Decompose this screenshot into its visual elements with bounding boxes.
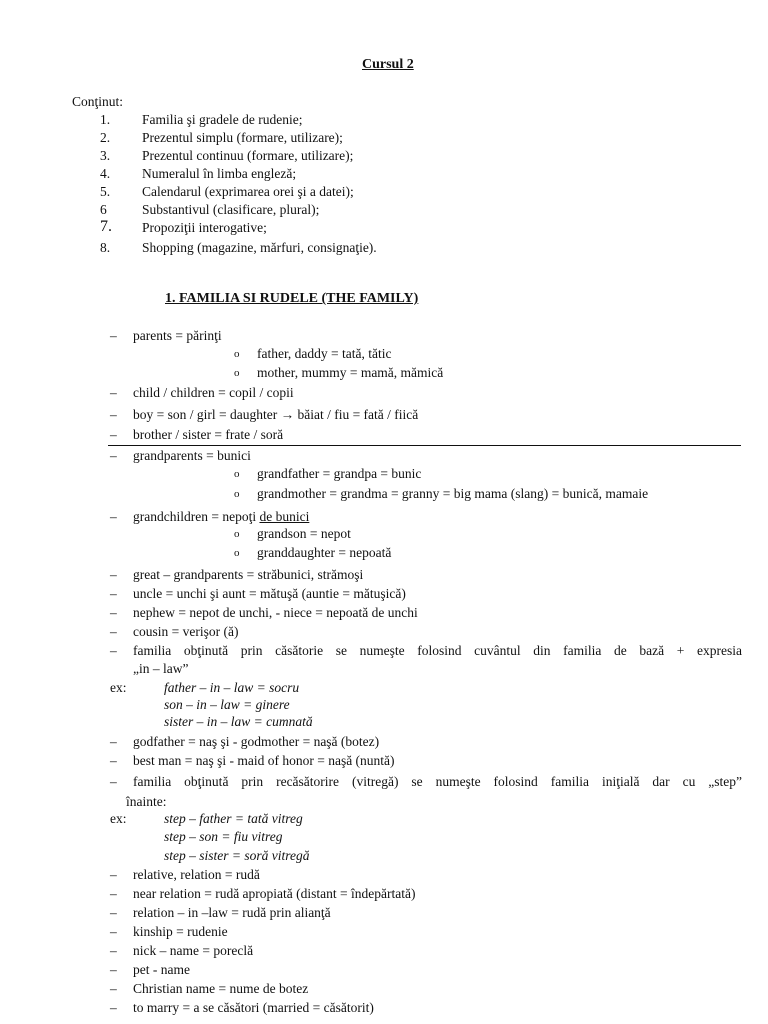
dash-bullet: – bbox=[110, 924, 117, 939]
list-item: Propoziţii interogative; bbox=[142, 220, 267, 235]
dash-bullet: – bbox=[110, 643, 117, 658]
vocab-line: granddaughter = nepoată bbox=[257, 545, 392, 560]
vocab-line: boy = son / girl = daughter → băiat / fiu = fată / fiică bbox=[133, 407, 419, 422]
circle-bullet: o bbox=[234, 367, 240, 379]
vocab-line: child / children = copil / copii bbox=[133, 385, 294, 400]
list-item: Familia şi gradele de rudenie; bbox=[142, 112, 303, 127]
vocab-line: familia obţinută prin căsătorie se numeşte folosind cuvântul din familia de bază + expresia bbox=[133, 643, 742, 658]
vocab-line: grandfather = grandpa = bunic bbox=[257, 466, 422, 481]
list-item-number: 5. bbox=[100, 184, 111, 199]
vocab-line: nephew = nepot de unchi, - niece = nepoată de unchi bbox=[133, 605, 418, 620]
dash-bullet: – bbox=[110, 734, 117, 749]
example-line: step – sister = soră vitregă bbox=[164, 848, 310, 863]
list-item-number: 8. bbox=[100, 240, 111, 255]
vocab-line: „in – law” bbox=[133, 661, 189, 676]
vocab-line: pet - name bbox=[133, 962, 190, 977]
dash-bullet: – bbox=[110, 385, 117, 400]
list-item-number: 2. bbox=[100, 130, 111, 145]
dash-bullet: – bbox=[110, 448, 117, 463]
list-item: Shopping (magazine, mărfuri, consignaţie). bbox=[142, 240, 377, 255]
list-item-number: 6 bbox=[100, 202, 107, 217]
dash-bullet: – bbox=[110, 328, 117, 343]
dash-bullet: – bbox=[110, 567, 117, 582]
vocab-line: grandson = nepot bbox=[257, 526, 351, 541]
vocab-line: brother / sister = frate / soră bbox=[133, 427, 284, 442]
vocab-line: nick – name = poreclă bbox=[133, 943, 254, 958]
list-item: Calendarul (exprimarea orei şi a datei); bbox=[142, 184, 354, 199]
dash-bullet: – bbox=[110, 586, 117, 601]
example-line: step – father = tată vitreg bbox=[164, 811, 303, 826]
page-title: Cursul 2 bbox=[362, 57, 414, 72]
dash-bullet: – bbox=[110, 624, 117, 639]
dash-bullet: – bbox=[110, 962, 117, 977]
vocab-line: great – grandparents = străbunici, strămoşi bbox=[133, 567, 364, 582]
vocab-line: relation – in –law = rudă prin alianţă bbox=[133, 905, 331, 920]
section-heading: 1. FAMILIA SI RUDELE (THE FAMILY) bbox=[165, 291, 419, 306]
vocab-line: grandmother = grandma = granny = big mama (slang) = bunică, mamaie bbox=[257, 486, 649, 501]
dash-bullet: – bbox=[110, 867, 117, 882]
vocab-line: uncle = unchi şi aunt = mătuşă (auntie = mătuşică) bbox=[133, 586, 406, 601]
dash-bullet: – bbox=[110, 905, 117, 920]
contents-label: Conţinut: bbox=[72, 94, 124, 109]
dash-bullet: – bbox=[110, 774, 117, 789]
vocab-line: cousin = verişor (ă) bbox=[133, 624, 239, 639]
circle-bullet: o bbox=[234, 468, 240, 480]
underlined-text: de bunici bbox=[259, 509, 310, 524]
example-line: father – in – law = socru bbox=[164, 680, 300, 695]
vocab-line: parents = părinţi bbox=[133, 328, 222, 343]
dash-bullet: – bbox=[110, 753, 117, 768]
dash-bullet: – bbox=[110, 981, 117, 996]
vocab-line: grandparents = bunici bbox=[133, 448, 251, 463]
vocab-line: mother, mummy = mamă, mămică bbox=[257, 365, 444, 380]
vocab-line: near relation = rudă apropiată (distant = îndepărtată) bbox=[133, 886, 416, 901]
list-item-number: 7. bbox=[100, 218, 112, 235]
list-item: Prezentul continuu (formare, utilizare); bbox=[142, 148, 354, 163]
dash-bullet: – bbox=[110, 407, 117, 422]
example-line: son – in – law = ginere bbox=[164, 697, 290, 712]
example-label: ex: bbox=[110, 811, 127, 826]
list-item-number: 4. bbox=[100, 166, 111, 181]
circle-bullet: o bbox=[234, 348, 240, 360]
example-line: sister – in – law = cumnată bbox=[164, 714, 313, 729]
vocab-line: father, daddy = tată, tătic bbox=[257, 346, 392, 361]
dash-bullet: – bbox=[110, 509, 117, 524]
list-item: Numeralul în limba engleză; bbox=[142, 166, 297, 181]
list-item-number: 1. bbox=[100, 112, 111, 127]
dash-bullet: – bbox=[110, 886, 117, 901]
circle-bullet: o bbox=[234, 488, 240, 500]
horizontal-rule bbox=[108, 445, 741, 446]
vocab-line: familia obţinută prin recăsătorire (vitregă) se numeşte folosind familia iniţială dar cu „step” bbox=[133, 774, 742, 789]
list-item-number: 3. bbox=[100, 148, 111, 163]
dash-bullet: – bbox=[110, 943, 117, 958]
example-line: step – son = fiu vitreg bbox=[164, 829, 283, 844]
circle-bullet: o bbox=[234, 547, 240, 559]
dash-bullet: – bbox=[110, 1000, 117, 1015]
list-item: Prezentul simplu (formare, utilizare); bbox=[142, 130, 343, 145]
vocab-text: grandchildren = nepoţi bbox=[133, 509, 260, 524]
vocab-line: relative, relation = rudă bbox=[133, 867, 260, 882]
vocab-line: Christian name = nume de botez bbox=[133, 981, 309, 996]
vocab-line: kinship = rudenie bbox=[133, 924, 228, 939]
vocab-line: to marry = a se căsători (married = căsătorit) bbox=[133, 1000, 374, 1015]
vocab-line: best man = naş şi - maid of honor = naşă (nuntă) bbox=[133, 753, 395, 768]
circle-bullet: o bbox=[234, 528, 240, 540]
vocab-line: godfather = naş şi - godmother = naşă (botez) bbox=[133, 734, 380, 749]
dash-bullet: – bbox=[110, 427, 117, 442]
vocab-line bbox=[133, 510, 309, 524]
list-item: Substantivul (clasificare, plural); bbox=[142, 202, 320, 217]
dash-bullet: – bbox=[110, 605, 117, 620]
vocab-line: înainte: bbox=[126, 794, 167, 809]
example-label: ex: bbox=[110, 680, 127, 695]
